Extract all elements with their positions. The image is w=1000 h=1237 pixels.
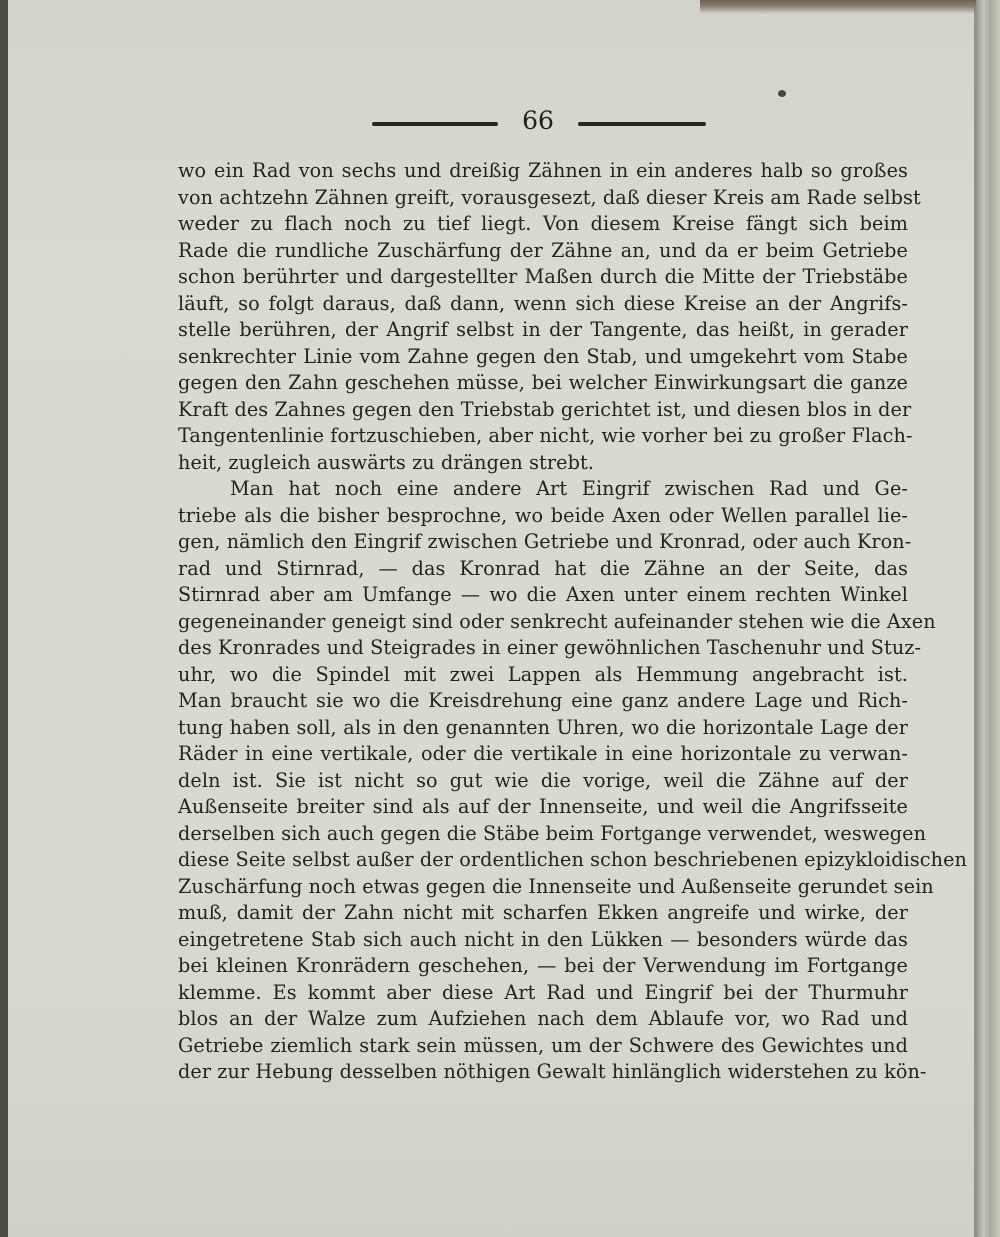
- text-line: blos an der Walze zum Aufziehen nach dem Ablaufe vor, wo Rad und: [178, 1007, 908, 1030]
- page-header: [0, 104, 1000, 144]
- paragraph-end-line: heit, zugleich auswärts zu drängen strebt.: [178, 450, 594, 474]
- text-line: muß, damit der Zahn nicht mit scharfen Ekken angreife und wirke, der: [178, 901, 908, 924]
- text-line: klemme. Es kommt aber diese Art Rad und Eingrif bei der Thurmuhr: [178, 980, 908, 1004]
- text-line: schon berührter und dargestellter Maßen durch die Mitte der Triebstäbe: [178, 265, 908, 288]
- text-line: Tangentenlinie fortzuschieben, aber nicht, wie vorher bei zu großer Flach-: [178, 424, 913, 447]
- ink-spot: [778, 90, 786, 97]
- text-line: wo ein Rad von sechs und dreißig Zähnen in ein anderes halb so großes: [178, 159, 908, 182]
- text-line: derselben sich auch gegen die Stäbe beim Fortgange verwendet, weswegen: [178, 821, 927, 845]
- text-line: Man braucht sie wo die Kreisdrehung eine ganz andere Lage und Rich-: [178, 689, 908, 712]
- text-line: senkrechter Linie vom Zahne gegen den Stab, und umgekehrt vom Stabe: [178, 344, 908, 368]
- paragraph-start-line: Man hat noch eine andere Art Eingrif zwischen Rad und Ge-: [230, 477, 908, 500]
- text-line: der zur Hebung desselben nöthigen Gewalt hinlänglich widerstehen zu kön-: [178, 1060, 927, 1083]
- text-line: Stirnrad aber am Umfange — wo die Axen unter einem rechten Winkel: [178, 583, 908, 606]
- header-rule-left: [372, 122, 498, 126]
- text-line: des Kronrades und Steigrades in einer gewöhnlichen Taschenuhr und Stuz-: [178, 636, 922, 659]
- text-line: deln ist. Sie ist nicht so gut wie die vorige, weil die Zähne auf der: [178, 768, 908, 792]
- text-line: diese Seite selbst außer der ordentlichen schon beschriebenen epizykloidischen: [178, 848, 967, 871]
- text-line: gegeneinander geneigt sind oder senkrecht aufeinander stehen wie die Axen: [178, 609, 936, 633]
- book-edge-top: [700, 0, 1000, 70]
- text-line: eingetretene Stab sich auch nicht in den Lükken — besonders würde das: [178, 927, 908, 951]
- page-number: 66: [522, 106, 554, 135]
- text-line: Getriebe ziemlich stark sein müssen, um der Schwere des Gewichtes und: [178, 1033, 908, 1057]
- header-rule-right: [578, 122, 706, 126]
- text-line: triebe als die bisher besprochne, wo beide Axen oder Wellen parallel lie-: [178, 503, 908, 527]
- text-line: stelle berühren, der Angrif selbst in der Tangente, das heißt, in gerader: [178, 318, 908, 341]
- page-stack-edge: [976, 0, 1000, 1237]
- text-line: gen, nämlich den Eingrif zwischen Getriebe und Kronrad, oder auch Kron-: [178, 530, 912, 553]
- text-line: rad und Stirnrad, — das Kronrad hat die Zähne an der Seite, das: [178, 556, 908, 580]
- text-line: läuft, so folgt daraus, daß dann, wenn sich diese Kreise an der Angrifs-: [178, 291, 908, 315]
- binding-edge: [0, 0, 8, 1237]
- text-line: Räder in eine vertikale, oder die vertikale in eine horizontale zu verwan-: [178, 742, 908, 765]
- text-line: Außenseite breiter sind als auf der Innenseite, und weil die Angrifsseite: [178, 795, 908, 818]
- text-line: weder zu flach noch zu tief liegt. Von diesem Kreise fängt sich beim: [178, 212, 908, 235]
- text-line: von achtzehn Zähnen greift, vorausgesezt, daß dieser Kreis am Rade selbst: [178, 185, 921, 209]
- text-line: bei kleinen Kronrädern geschehen, — bei der Verwendung im Fortgange: [178, 954, 908, 977]
- text-line: Rade die rundliche Zuschärfung der Zähne an, und da er beim Getriebe: [178, 238, 908, 262]
- text-line: uhr, wo die Spindel mit zwei Lappen als Hemmung angebracht ist.: [178, 662, 908, 686]
- text-line: Zuschärfung noch etwas gegen die Innenseite und Außenseite gerundet sein: [178, 874, 934, 898]
- body-text: [178, 158, 967, 1086]
- text-line: Kraft des Zahnes gegen den Triebstab gerichtet ist, und diesen blos in der: [178, 397, 912, 421]
- text-line: tung haben soll, als in den genannten Uhren, wo die horizontale Lage der: [178, 715, 908, 739]
- text-line: gegen den Zahn geschehen müsse, bei welcher Einwirkungsart die ganze: [178, 371, 908, 394]
